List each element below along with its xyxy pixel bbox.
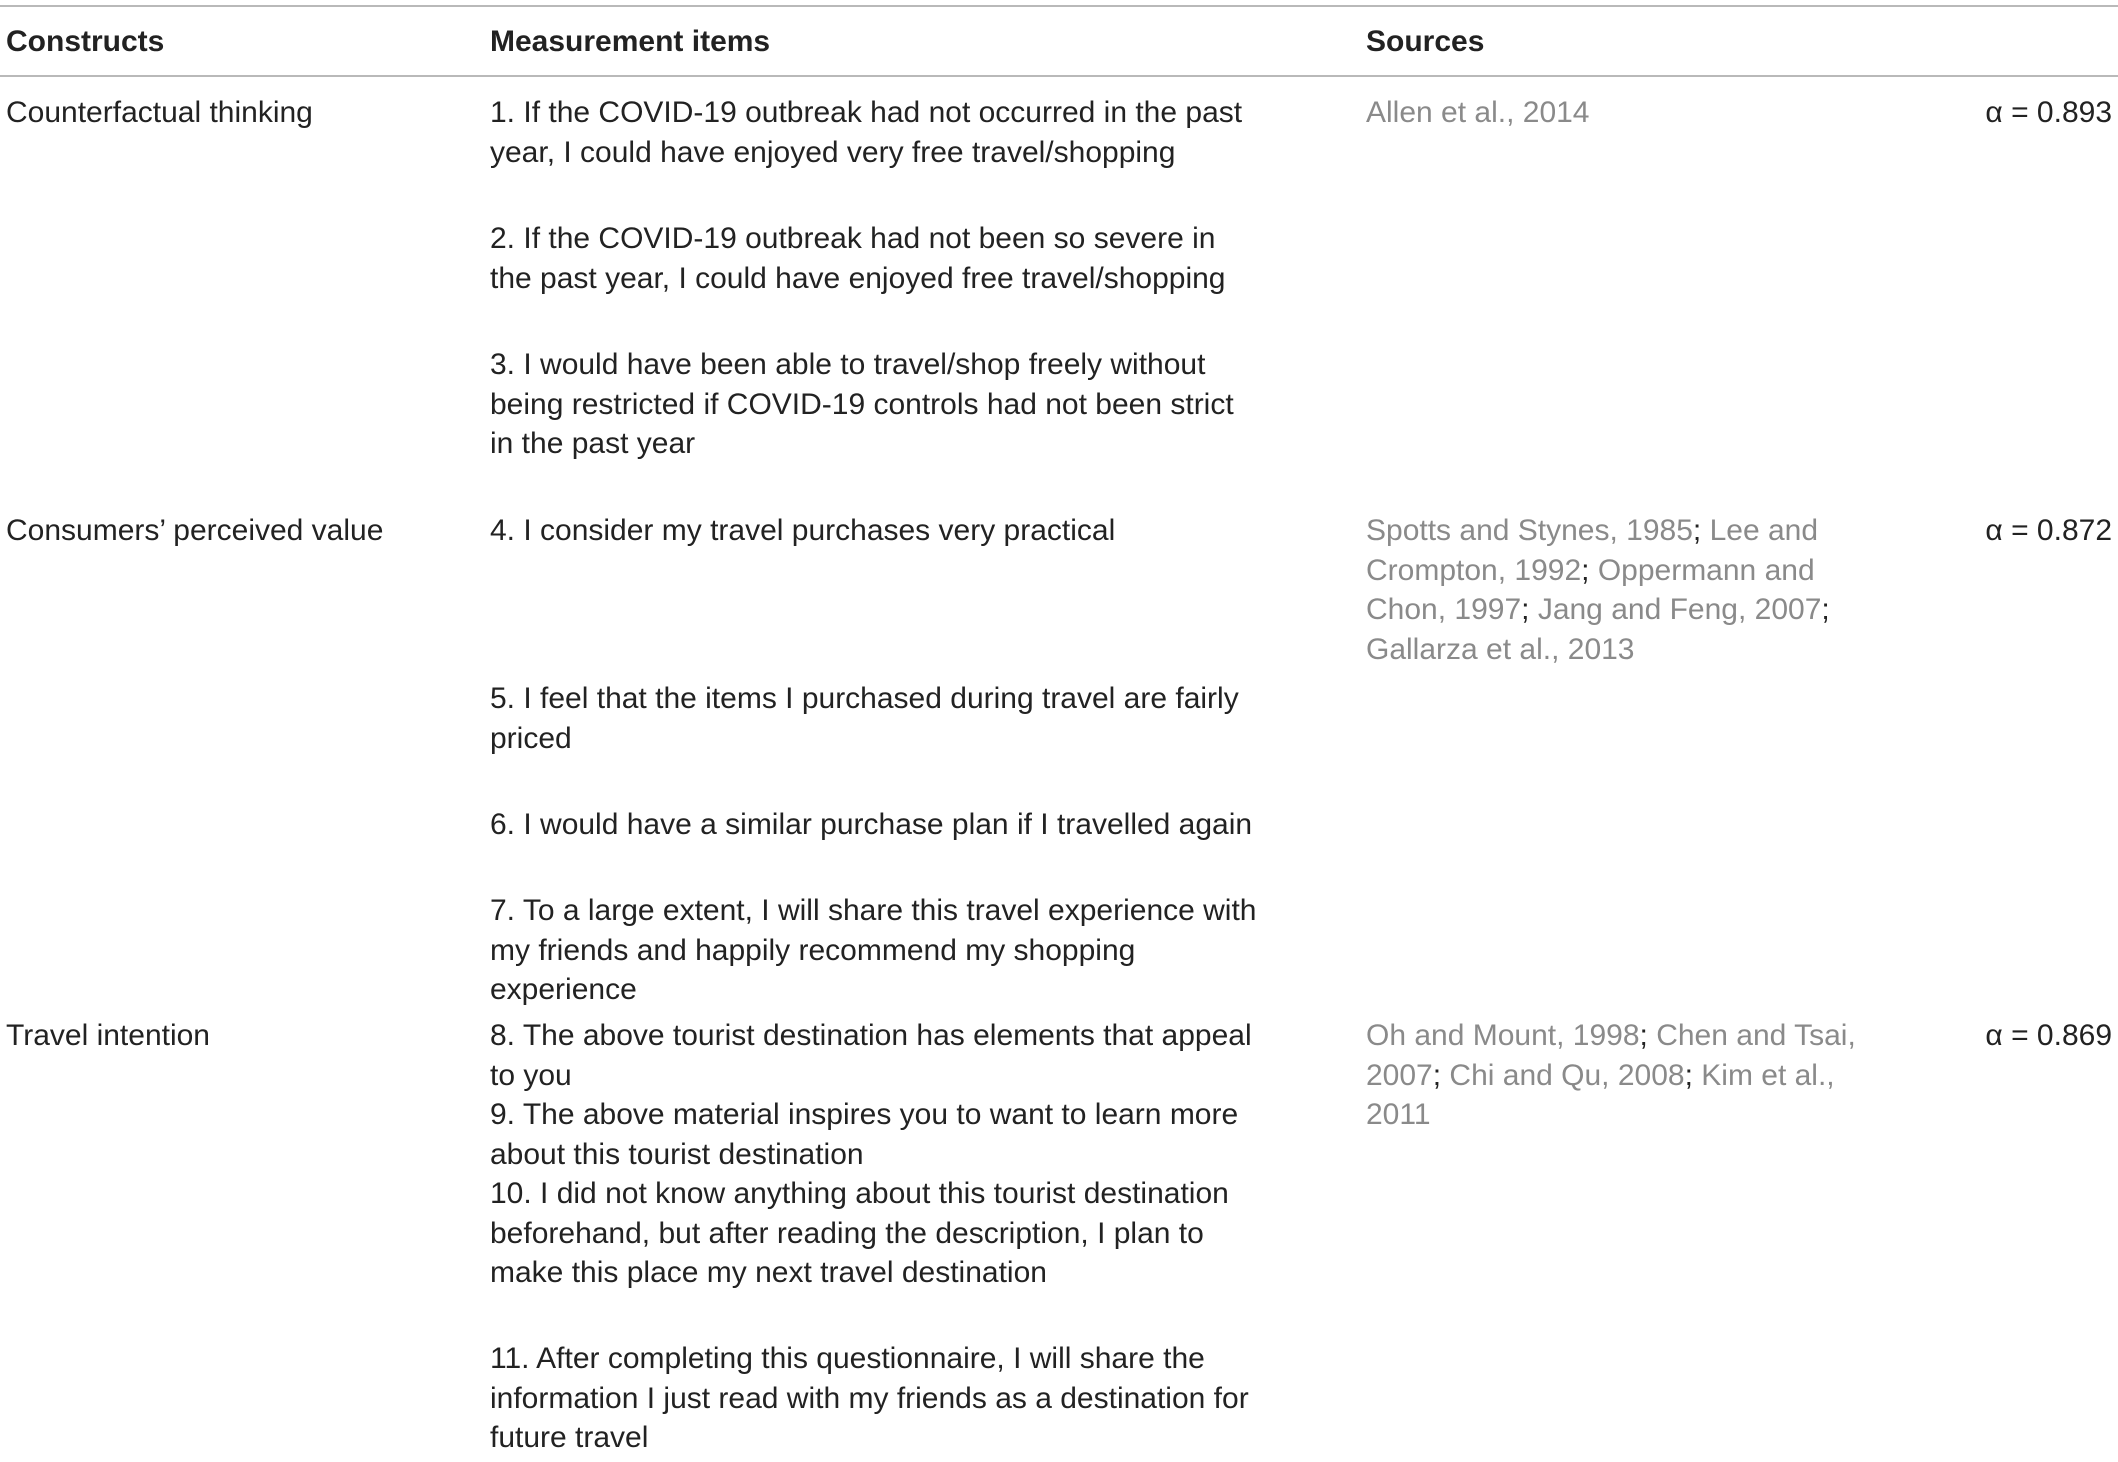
header-measurement-items: Measurement items: [490, 25, 771, 58]
header-constructs: Constructs: [6, 25, 165, 58]
measurement-item-9: 9. The above material inspires you to want to learn more about this tourist destination: [490, 1098, 1239, 1171]
measurement-item-3: 3. I would have been able to travel/shop freely without being restricted if COVID-19 controls had not been strict in the past year: [490, 348, 1234, 460]
source-ref[interactable]: Oh and Mount, 1998: [1366, 1019, 1640, 1052]
source-ref[interactable]: Oppermann and Chon, 1997: [1366, 553, 1815, 626]
source-separator: ;: [1821, 593, 1830, 626]
source-separator: ;: [1521, 593, 1538, 626]
source-ref[interactable]: Gallarza et al., 2013: [1366, 632, 1635, 666]
source-ref[interactable]: Allen et al., 2014: [1366, 96, 1590, 129]
source-separator: ;: [1684, 1058, 1702, 1092]
construct-consumers-perceived-value: Consumers’ perceived value: [6, 514, 384, 547]
measurement-item-10: 10. I did not know anything about this tourist destination beforehand, but after reading the description, I plan to make this place my next travel destination: [490, 1177, 1229, 1289]
sources-row-3: [1366, 1016, 1886, 1135]
source-ref[interactable]: Jang and Feng, 2007: [1537, 593, 1822, 626]
measurement-item-11: 11. After completing this questionnaire, I will share the information I just read with my friends as a destination for future travel: [490, 1342, 1249, 1454]
measurement-item-2: 2. If the COVID-19 outbreak had not been so severe in the past year, I could have enjoyed free travel/shopping: [490, 222, 1226, 295]
measurement-item-1: 1. If the COVID-19 outbreak had not occurred in the past year, I could have enjoyed very free travel/shopping: [490, 96, 1243, 169]
table-top-rule: [0, 5, 2118, 7]
source-ref[interactable]: Spotts and Stynes, 1985: [1366, 514, 1693, 547]
source-ref[interactable]: Chen and Tsai, 2007: [1366, 1019, 1856, 1092]
measurement-item-6: 6. I would have a similar purchase plan if I travelled again: [490, 808, 1253, 841]
header-sources: Sources: [1366, 25, 1485, 58]
construct-counterfactual-thinking: Counterfactual thinking: [6, 96, 313, 129]
measurement-item-5: 5. I feel that the items I purchased during travel are fairly priced: [490, 682, 1239, 755]
source-ref[interactable]: Lee and Crompton, 1992: [1366, 514, 1819, 587]
source-separator: ;: [1692, 514, 1710, 547]
measurement-item-8: 8. The above tourist destination has elements that appeal to you: [490, 1019, 1252, 1092]
source-separator: ;: [1581, 553, 1598, 587]
alpha-row-1: α = 0.893: [1985, 96, 2112, 129]
sources-row-1: [1366, 93, 1886, 133]
construct-travel-intention: Travel intention: [6, 1019, 210, 1052]
alpha-row-2: α = 0.872: [1985, 514, 2112, 547]
measurement-item-4: 4. I consider my travel purchases very practical: [490, 514, 1116, 547]
source-ref[interactable]: Chi and Qu, 2008: [1449, 1058, 1685, 1092]
measurement-item-7: 7. To a large extent, I will share this travel experience with my friends and happily recommend my shopping experience: [490, 894, 1257, 1006]
source-separator: ;: [1639, 1019, 1657, 1052]
source-ref[interactable]: Kim et al., 2011: [1366, 1058, 1835, 1131]
sources-row-2: [1366, 511, 1886, 669]
header-rule: [0, 75, 2118, 77]
source-separator: ;: [1432, 1058, 1450, 1092]
alpha-row-3: α = 0.869: [1985, 1019, 2112, 1052]
